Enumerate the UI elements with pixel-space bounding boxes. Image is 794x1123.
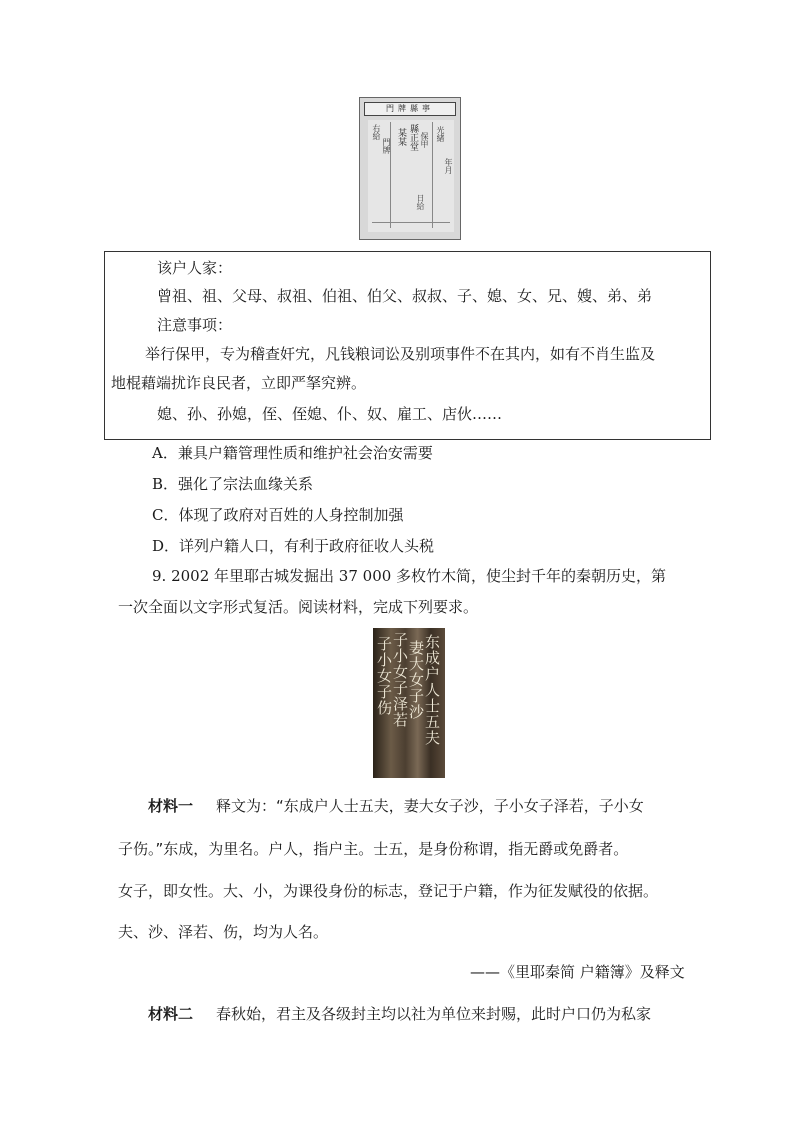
question-9-line-2: 一次全面以文字形式复活。阅读材料，完成下列要求。	[118, 598, 479, 616]
material-1-label: 材料一	[148, 797, 194, 815]
household-placard-image	[359, 97, 461, 240]
household-label: 该户人家：	[157, 259, 233, 277]
notes-label: 注意事项：	[157, 316, 233, 334]
placard-text-8: 日給	[416, 194, 425, 210]
placard-text-1: 右給	[372, 124, 381, 140]
extra-members: 媳、孙、孙媳，侄、侄媳、仆、奴、雇工、店伙……	[157, 405, 503, 423]
placard-text-7: 年月	[444, 158, 453, 174]
slip-column-4: 子小女子伤	[375, 636, 393, 716]
slip-column-1: 东成户人士五夫	[423, 634, 441, 746]
option-c: C．体现了政府对百姓的人身控制加强	[152, 506, 404, 524]
slip-column-3: 子小女子泽若	[391, 632, 409, 728]
notes-line-2: 地棍藉端扰诈良民者，立即严拏究辨。	[111, 374, 367, 392]
option-d: D．详列户籍人口，有利于政府征收人头税	[152, 537, 435, 555]
material-1-line-4: 夫、沙、泽若、伤，均为人名。	[118, 923, 329, 941]
material-2-line-1: 春秋始，君主及各级封主均以社为单位来封赐，此时户口仍为私家	[216, 1005, 652, 1023]
material-1-line-2: 子伤。”东成，为里名。户人，指户主。士五，是身份称谓，指无爵或免爵者。	[118, 840, 629, 858]
slip-column-2: 妻大女子沙	[407, 640, 425, 720]
placard-text-5: 保甲	[420, 132, 429, 148]
notes-line-1: 举行保甲，专为稽查奸宄，凡钱粮词讼及别项事件不在其内，如有不肖生监及	[145, 345, 656, 363]
placard-text-4: 縣正堂	[408, 124, 418, 151]
material-1-line-3: 女子，即女性。大、小，为课役身份的标志，登记于户籍，作为征发赋役的依据。	[118, 882, 659, 900]
material-2-label: 材料二	[148, 1005, 194, 1023]
placard-text-6: 光緒	[436, 126, 445, 142]
question-9-line-1: 9. 2002 年里耶古城发掘出 37 000 多枚竹木简，使尘封千年的秦朝历史，第	[152, 567, 667, 585]
registry-box	[104, 251, 711, 440]
material-1-source: ——《里耶秦简 户籍簿》及释文	[470, 963, 685, 981]
placard-text-2: 門牌	[382, 138, 391, 154]
material-1-line-1: 释文为：“东成户人士五夫，妻大女子沙，子小女子泽若，子小女	[216, 797, 644, 815]
household-members: 曾祖、祖、父母、叔祖、伯祖、伯父、叔叔、子、媳、女、兄、嫂、弟、弟	[157, 287, 653, 305]
placard-text-3: 某某	[396, 128, 406, 146]
placard-header: 門牌縣寧	[364, 102, 456, 116]
option-b: B．强化了宗法血缘关系	[152, 475, 314, 493]
option-a: A．兼具户籍管理性质和维护社会治安需要	[152, 444, 433, 462]
bamboo-slip-image	[373, 628, 445, 778]
